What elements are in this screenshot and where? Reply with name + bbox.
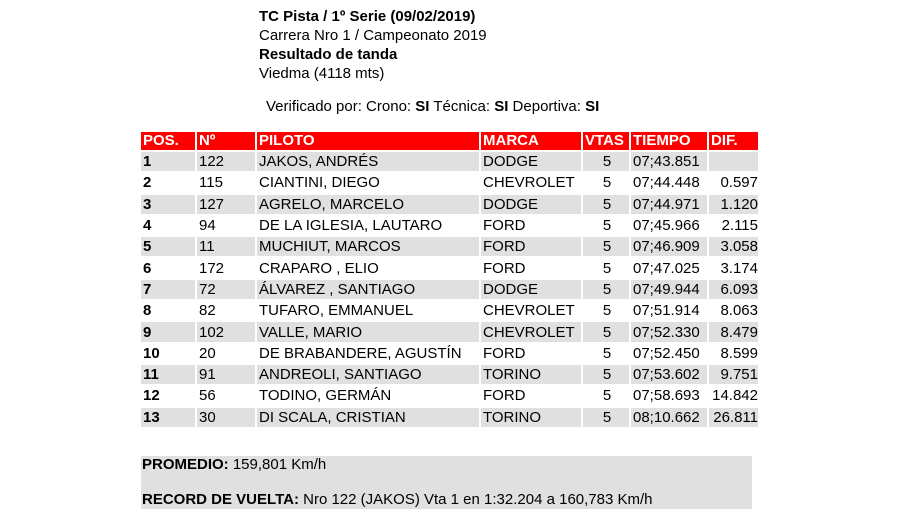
- cell-piloto: TODINO, GERMÁN: [257, 384, 481, 405]
- table-row: [141, 406, 758, 427]
- cell-tiempo: 07;44.971: [631, 193, 709, 214]
- cell-dif: 1.120: [709, 193, 758, 214]
- cell-vtas: 5: [583, 320, 631, 341]
- cell-num: 94: [197, 214, 257, 235]
- record-label: RECORD DE VUELTA:: [142, 491, 299, 508]
- cell-marca: FORD: [481, 342, 583, 363]
- cell-dif: 14.842: [709, 384, 758, 405]
- cell-piloto: TUFARO, EMMANUEL: [257, 299, 481, 320]
- cell-marca: FORD: [481, 214, 583, 235]
- cell-dif: [709, 150, 758, 171]
- cell-tiempo: 07;49.944: [631, 278, 709, 299]
- cell-num: 115: [197, 171, 257, 192]
- report-subtitle: Carrera Nro 1 / Campeonato 2019: [259, 27, 487, 44]
- cell-marca: FORD: [481, 235, 583, 256]
- cell-dif: 3.058: [709, 235, 758, 256]
- cell-piloto: CIANTINI, DIEGO: [257, 171, 481, 192]
- cell-pos: 13: [141, 406, 197, 427]
- cell-marca: TORINO: [481, 363, 583, 384]
- verification-line: [266, 97, 599, 116]
- cell-tiempo: 07;43.851: [631, 150, 709, 171]
- cell-dif: 8.599: [709, 342, 758, 363]
- cell-tiempo: 08;10.662: [631, 406, 709, 427]
- cell-piloto: ANDREOLI, SANTIAGO: [257, 363, 481, 384]
- report-section: Resultado de tanda: [259, 46, 398, 63]
- cell-piloto: DE BRABANDERE, AGUSTÍN: [257, 342, 481, 363]
- cell-piloto: JAKOS, ANDRÉS: [257, 150, 481, 171]
- table-row: [141, 214, 758, 235]
- cell-pos: 12: [141, 384, 197, 405]
- cell-dif: 0.597: [709, 171, 758, 192]
- col-header-tiempo: TIEMPO: [631, 132, 709, 150]
- cell-tiempo: 07;52.450: [631, 342, 709, 363]
- cell-num: 56: [197, 384, 257, 405]
- cell-piloto: CRAPARO , ELIO: [257, 256, 481, 277]
- cell-vtas: 5: [583, 384, 631, 405]
- cell-tiempo: 07;45.966: [631, 214, 709, 235]
- verification-deportiva: SI: [585, 98, 600, 115]
- cell-pos: 1: [141, 150, 197, 171]
- verification-prefix: Verificado por: Crono:: [266, 98, 416, 115]
- cell-num: 20: [197, 342, 257, 363]
- cell-pos: 5: [141, 235, 197, 256]
- cell-marca: CHEVROLET: [481, 299, 583, 320]
- cell-num: 127: [197, 193, 257, 214]
- table-row: [141, 342, 758, 363]
- promedio-line: [142, 456, 326, 474]
- cell-vtas: 5: [583, 299, 631, 320]
- cell-tiempo: 07;52.330: [631, 320, 709, 341]
- table-row: [141, 235, 758, 256]
- cell-pos: 3: [141, 193, 197, 214]
- cell-vtas: 5: [583, 406, 631, 427]
- cell-piloto: AGRELO, MARCELO: [257, 193, 481, 214]
- table-row: [141, 171, 758, 192]
- cell-vtas: 5: [583, 214, 631, 235]
- cell-tiempo: 07;44.448: [631, 171, 709, 192]
- cell-dif: 8.063: [709, 299, 758, 320]
- cell-pos: 4: [141, 214, 197, 235]
- col-header-dif: DIF.: [709, 132, 758, 150]
- table-row: [141, 363, 758, 384]
- table-row: [141, 384, 758, 405]
- col-header-marca: MARCA: [481, 132, 583, 150]
- verification-tecnica-label: Técnica:: [429, 98, 495, 115]
- cell-vtas: 5: [583, 150, 631, 171]
- cell-pos: 10: [141, 342, 197, 363]
- table-row: [141, 256, 758, 277]
- cell-vtas: 5: [583, 278, 631, 299]
- cell-marca: CHEVROLET: [481, 171, 583, 192]
- cell-marca: TORINO: [481, 406, 583, 427]
- cell-num: 30: [197, 406, 257, 427]
- cell-dif: 9.751: [709, 363, 758, 384]
- promedio-label: PROMEDIO:: [142, 456, 229, 473]
- cell-marca: CHEVROLET: [481, 320, 583, 341]
- cell-vtas: 5: [583, 235, 631, 256]
- cell-piloto: ÁLVAREZ , SANTIAGO: [257, 278, 481, 299]
- cell-vtas: 5: [583, 363, 631, 384]
- cell-num: 11: [197, 235, 257, 256]
- cell-dif: 3.174: [709, 256, 758, 277]
- report-header: [259, 7, 487, 83]
- verification-deportiva-label: Deportiva:: [508, 98, 586, 115]
- cell-pos: 2: [141, 171, 197, 192]
- table-row: [141, 320, 758, 341]
- cell-vtas: 5: [583, 193, 631, 214]
- cell-marca: DODGE: [481, 193, 583, 214]
- cell-dif: 6.093: [709, 278, 758, 299]
- cell-marca: DODGE: [481, 278, 583, 299]
- cell-piloto: DI SCALA, CRISTIAN: [257, 406, 481, 427]
- cell-marca: FORD: [481, 256, 583, 277]
- table-row: [141, 193, 758, 214]
- cell-num: 72: [197, 278, 257, 299]
- cell-pos: 6: [141, 256, 197, 277]
- cell-vtas: 5: [583, 171, 631, 192]
- verification-crono: SI: [415, 98, 430, 115]
- record-value: Nro 122 (JAKOS) Vta 1 en 1:32.204 a 160,783 Km/h: [298, 491, 653, 508]
- cell-tiempo: 07;47.025: [631, 256, 709, 277]
- table-row: [141, 150, 758, 171]
- report-title: TC Pista / 1º Serie (09/02/2019): [259, 8, 476, 25]
- summary-box: [141, 456, 752, 509]
- cell-num: 122: [197, 150, 257, 171]
- cell-vtas: 5: [583, 342, 631, 363]
- cell-tiempo: 07;53.602: [631, 363, 709, 384]
- cell-num: 172: [197, 256, 257, 277]
- cell-dif: 2.115: [709, 214, 758, 235]
- cell-marca: FORD: [481, 384, 583, 405]
- record-line: [142, 491, 653, 509]
- cell-num: 102: [197, 320, 257, 341]
- cell-marca: DODGE: [481, 150, 583, 171]
- cell-piloto: VALLE, MARIO: [257, 320, 481, 341]
- results-header-row: [141, 132, 758, 150]
- report-location: Viedma (4118 mts): [259, 65, 385, 82]
- cell-num: 91: [197, 363, 257, 384]
- table-row: [141, 278, 758, 299]
- cell-pos: 9: [141, 320, 197, 341]
- cell-tiempo: 07;58.693: [631, 384, 709, 405]
- cell-piloto: DE LA IGLESIA, LAUTARO: [257, 214, 481, 235]
- cell-piloto: MUCHIUT, MARCOS: [257, 235, 481, 256]
- col-header-piloto: PILOTO: [257, 132, 481, 150]
- cell-pos: 11: [141, 363, 197, 384]
- table-row: [141, 299, 758, 320]
- verification-tecnica: SI: [494, 98, 509, 115]
- col-header-vtas: VTAS: [583, 132, 631, 150]
- cell-tiempo: 07;51.914: [631, 299, 709, 320]
- col-header-pos: POS.: [141, 132, 197, 150]
- col-header-num: Nº: [197, 132, 257, 150]
- cell-vtas: 5: [583, 256, 631, 277]
- cell-pos: 7: [141, 278, 197, 299]
- cell-num: 82: [197, 299, 257, 320]
- results-table: [141, 132, 758, 427]
- results-body: [141, 150, 758, 427]
- cell-dif: 8.479: [709, 320, 758, 341]
- promedio-value: 159,801 Km/h: [228, 456, 327, 473]
- cell-pos: 8: [141, 299, 197, 320]
- cell-dif: 26.811: [709, 406, 758, 427]
- cell-tiempo: 07;46.909: [631, 235, 709, 256]
